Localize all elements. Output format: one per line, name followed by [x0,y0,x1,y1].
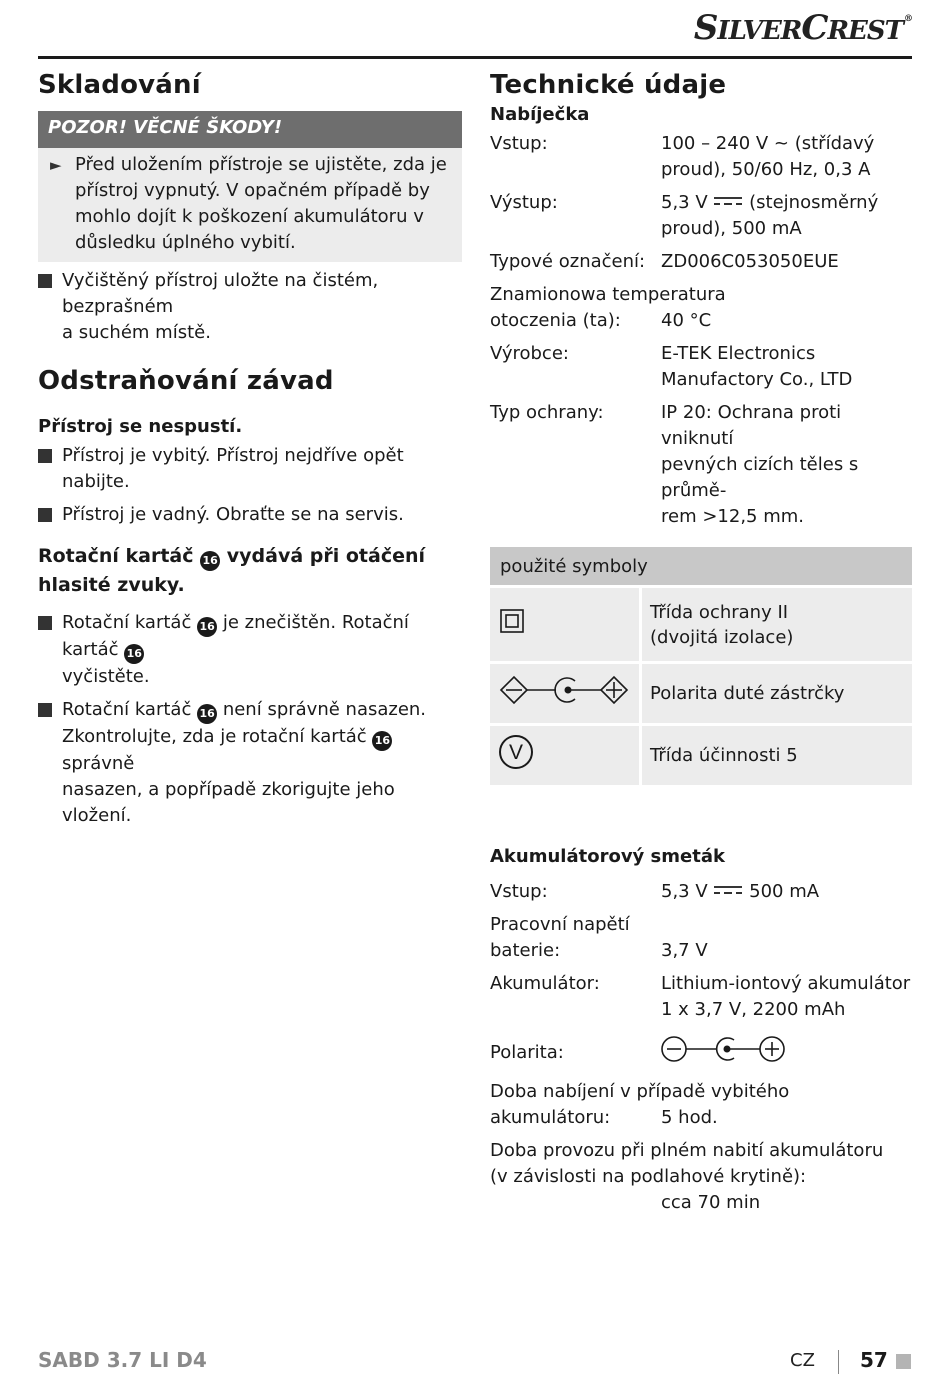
dc-symbol-icon [713,195,743,207]
spec-row [490,971,914,1023]
footer-language: CZ [790,1350,815,1371]
warning-line: přístroj vypnutý. V opačném případě by [75,180,430,201]
spec-label: Vstup: [490,133,548,154]
logo-s: S [693,8,718,48]
spec-row [490,912,914,964]
spec-label: (v závislosti na podlahové krytině): [490,1166,807,1187]
spec-label: akumulátoru: [490,1107,611,1128]
tech-title: Technické údaje [490,70,727,100]
storage-title: Skladování [38,70,201,100]
spec-value: 100 – 240 V ~ (střídavý [661,133,875,154]
spec-value: Manufactory Co., LTD [661,369,853,390]
footer-model: SABD 3.7 LI D4 [38,1348,207,1372]
list-item [38,610,462,690]
spec-row [490,879,914,905]
page-number: 57 [860,1348,888,1372]
spec-label: Doba provozu při plném nabití akumulátoru [490,1140,884,1161]
symbols-table [490,544,912,788]
problem-title [38,542,462,600]
warning-line: důsledku úplného vybití. [75,232,296,253]
spec-label: Výrobce: [490,343,569,364]
spec-row [490,282,914,334]
symbol-text: (dvojitá izolace) [650,626,794,648]
spec-row [490,131,914,183]
spec-label: baterie: [490,940,561,961]
part-number-badge: 16 [197,617,217,637]
spec-row [490,249,914,275]
part-number-badge: 16 [200,551,220,571]
spec-label: Doba nabíjení v případě vybitého [490,1081,790,1102]
brand-logo [694,8,912,48]
spec-value: cca 70 min [661,1192,761,1213]
arrow-bullet-icon: ► [50,156,62,174]
logo-registered: ® [904,14,912,24]
symbol-text: Třída ochrany II [650,601,789,623]
spec-value: rem >12,5 mm. [661,506,805,527]
title-part: vydává při otáčení [226,545,426,567]
list-item-text: Zkontrolujte, zda je rotační kartáč [62,726,367,747]
list-item [38,268,462,346]
symbol-description: Polarita duté zástrčky [642,664,912,723]
title-part: Rotační kartáč [38,545,194,567]
list-item-text: Rotační kartáč [62,699,192,720]
left-column [38,66,462,829]
spec-row [490,190,914,242]
table-row [490,588,912,661]
spec-value: Lithium-iontový akumulátor [661,973,911,994]
logo-rest: REST [827,16,903,46]
list-item-text: není správně nasazen. [222,699,427,720]
sweeper-title: Akumulátorový smeták [490,846,725,867]
list-item [38,443,462,495]
symbols-table-header: použité symboly [490,547,912,585]
double-insulation-icon [490,588,639,654]
spec-value: (stejnosměrný [749,192,879,213]
efficiency-glyph: V [508,741,524,764]
spec-value: 5 hod. [661,1107,718,1128]
spec-value: 500 mA [749,881,820,902]
spec-value: 1 x 3,7 V, 2200 mAh [661,999,846,1020]
symbol-description [642,588,912,661]
spec-label: Vstup: [490,881,548,902]
spec-label: Znamionowa temperatura [490,284,726,305]
spec-value: proud), 500 mA [661,218,802,239]
spec-value: proud), 50/60 Hz, 0,3 A [661,159,871,180]
spec-value: E-TEK Electronics [661,343,816,364]
warning-line: mohlo dojít k poškození akumulátoru v [75,206,424,227]
list-item [38,697,462,829]
plug-polarity-icon [490,664,639,716]
square-bullet-icon [38,508,52,522]
spec-value: 5,3 V [661,881,708,902]
list-item-text: je znečištěn. Rotační kartáč [62,612,409,660]
list-item [38,502,462,528]
spec-value: 3,7 V [661,940,708,961]
spec-label: Typ ochrany: [490,402,604,423]
spec-row [490,1079,914,1131]
warning-body [38,148,462,262]
spec-label: Akumulátor: [490,973,600,994]
list-item-text: správně [62,753,135,774]
spec-value: 40 °C [661,310,712,331]
part-number-badge: 16 [197,704,217,724]
polarity-icon [661,1035,791,1063]
title-part: hlasité zvuky. [38,574,185,596]
list-item-text: Přístroj je vybitý. Přístroj nejdříve opět nabijte. [62,445,404,492]
list-item-text: Vyčištěný přístroj uložte na čistém, bezprašném [62,270,379,317]
square-bullet-icon [38,449,52,463]
spec-value: IP 20: Ochrana proti vniknutí [661,402,842,449]
header-rule [38,56,912,59]
part-number-badge: 16 [372,731,392,751]
warning-text [75,152,447,256]
troubleshooting-title: Odstraňování závad [38,366,334,396]
symbol-description: Třída účinnosti 5 [642,726,912,785]
warning-title: POZOR! VĚCNÉ ŠKODY! [38,111,462,148]
problem-title: Přístroj se nespustí. [38,416,243,437]
list-item-text: nasazen, a popřípadě zkorigujte jeho vložení. [62,779,395,826]
spec-label: otoczenia (ta): [490,310,621,331]
spec-label: Polarita: [490,1042,564,1063]
spec-row [490,400,914,530]
symbol-cell [490,664,642,723]
spec-label: Pracovní napětí [490,914,630,935]
dc-symbol-icon [713,884,743,896]
symbol-cell [490,588,642,661]
logo-ilver: ILVER [717,16,802,46]
right-column [490,66,914,1216]
square-bullet-icon [38,703,52,717]
table-row [490,726,912,785]
symbol-cell [490,726,642,785]
square-bullet-icon [38,616,52,630]
spec-row [490,1138,914,1216]
spec-value: pevných cizích těles s průmě- [661,454,859,501]
logo-c: C [801,8,828,48]
footer-divider [838,1350,839,1374]
spec-label: Typové označení: [490,251,646,272]
square-bullet-icon [38,274,52,288]
spec-row [490,1035,914,1071]
list-item-text: Rotační kartáč [62,612,192,633]
warning-line: Před uložením přístroje se ujistěte, zda je [75,154,447,175]
footer-square-icon [896,1354,911,1369]
table-row [490,664,912,723]
spec-row [490,341,914,393]
spec-label: Výstup: [490,192,558,213]
list-item-text: a suchém místě. [62,322,211,343]
list-item-text: Přístroj je vadný. Obraťte se na servis. [62,504,404,525]
charger-title: Nabíječka [490,104,590,125]
list-item-text: vyčistěte. [62,666,150,687]
spec-value: 5,3 V [661,192,708,213]
efficiency-level-v-icon [490,726,639,778]
part-number-badge: 16 [124,644,144,664]
warning-box [38,111,462,262]
spec-value: ZD006C053050EUE [661,251,839,272]
